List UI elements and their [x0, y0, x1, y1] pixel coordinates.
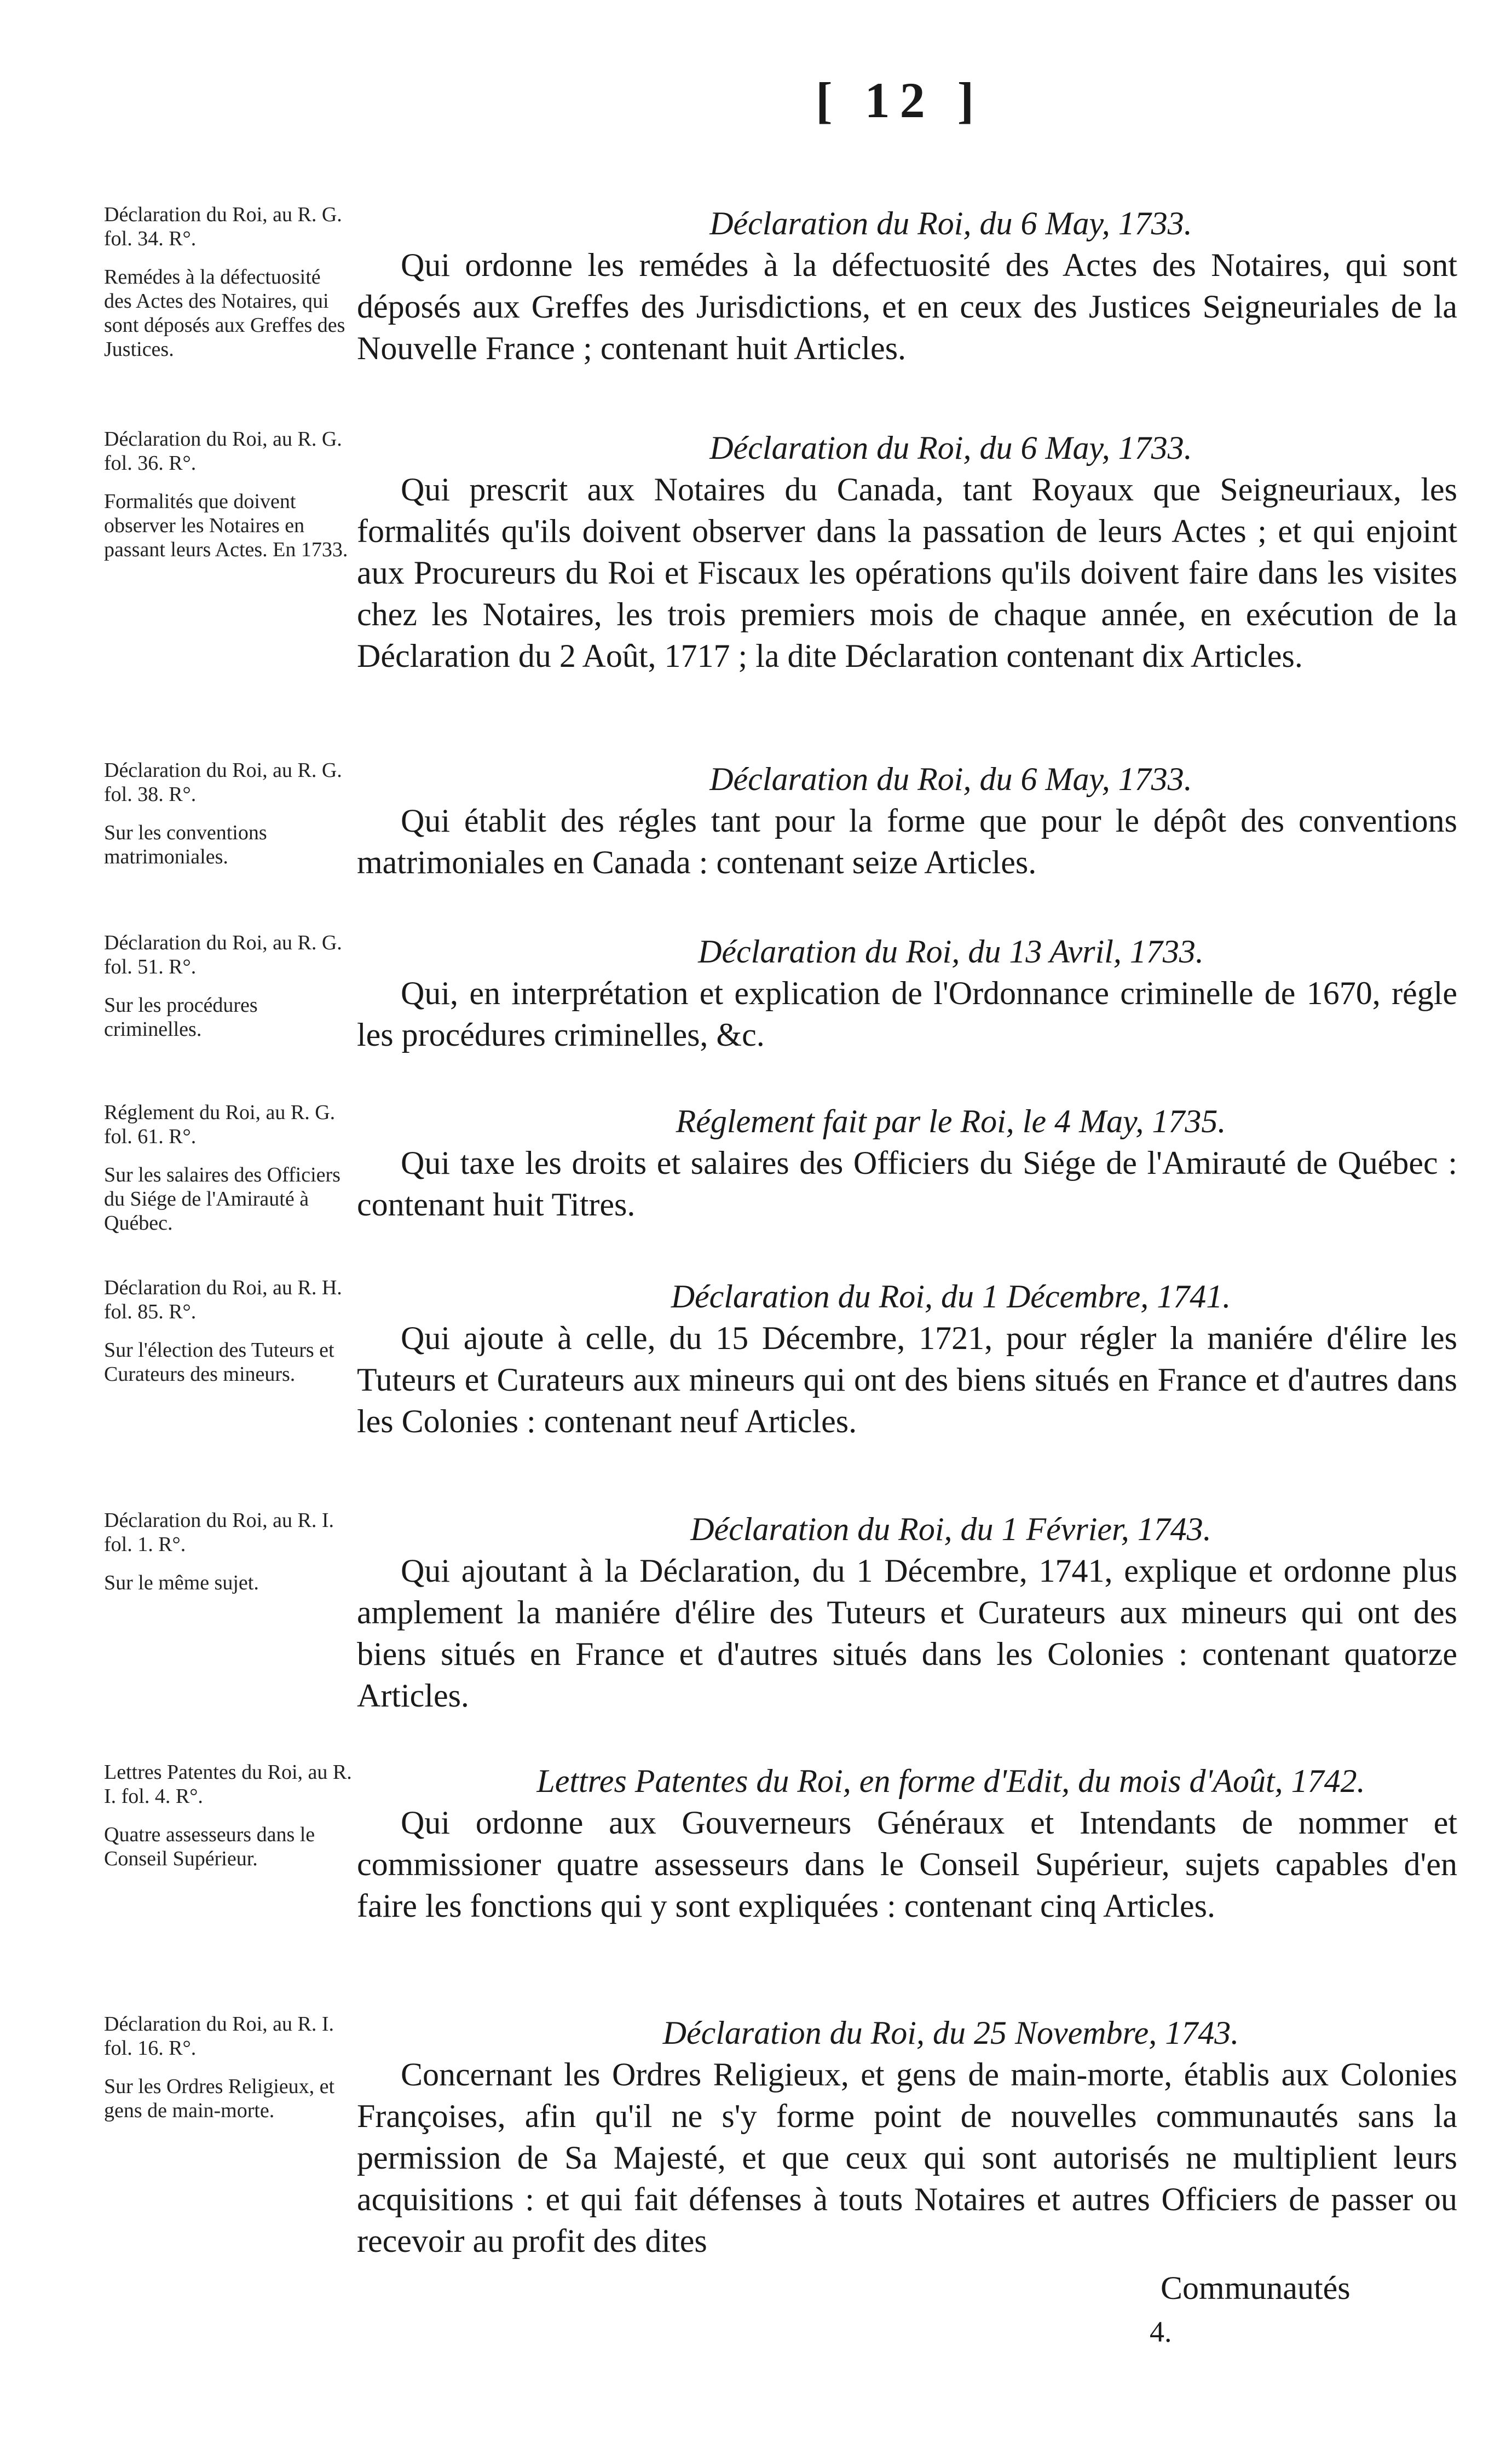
entry-title: Réglement fait par le Roi, le 4 May, 1735.	[676, 1103, 1226, 1139]
margin-note	[104, 1100, 353, 1235]
entry-title: Déclaration du Roi, du 1 Février, 1743.	[690, 1511, 1211, 1547]
margin-note	[104, 931, 353, 1041]
margin-note	[104, 1508, 353, 1595]
margin-subject: Formalités que doivent observer les Notaires en passant leurs Actes. En 1733.	[104, 490, 348, 561]
entry-body	[357, 2012, 1457, 2262]
page-number: [ 12 ]	[816, 72, 984, 128]
entry-title: Lettres Patentes du Roi, en forme d'Edit, du mois d'Août, 1742.	[536, 1763, 1365, 1799]
margin-note	[104, 1760, 353, 1871]
margin-subject: Sur le même sujet.	[104, 1571, 259, 1594]
margin-note	[104, 203, 353, 361]
margin-subject: Sur les procédures criminelles.	[104, 994, 258, 1041]
entry-text: Qui établit des régles tant pour la forme que pour le dépôt des conventions matrimoniales en Canada : contenant seize Articles.	[357, 803, 1457, 880]
entry-body	[357, 1760, 1457, 1927]
margin-reference: Déclaration du Roi, au R. H. fol. 85. R°.	[104, 1276, 342, 1323]
signature-mark: 4.	[1150, 2315, 1172, 2348]
entry-body	[357, 1100, 1457, 1225]
entry-text: Qui ajoutant à la Déclaration, du 1 Décembre, 1741, explique et ordonne plus amplement la maniére d'élire des Tuteurs et Curateurs aux mineurs qui ont des biens situés en France et d'autres situés dans les Colonies : contenant quatorze Articles.	[357, 1553, 1457, 1714]
margin-reference: Déclaration du Roi, au R. G. fol. 36. R°.	[104, 428, 342, 475]
entry-text: Qui prescrit aux Notaires du Canada, tant Royaux que Seigneuriaux, les formalités qu'ils doivent observer dans la passation de leurs Actes ; et qui enjoint aux Procureurs du Roi et Fiscaux les opérations qu'ils doivent faire dans les visites chez les Notaires, les trois premiers mois de chaque année, en exécution de la Déclaration du 2 Août, 1717 ; la dite Déclaration contenant dix Articles.	[357, 471, 1457, 674]
margin-reference: Déclaration du Roi, au R. G. fol. 34. R°.	[104, 203, 342, 250]
margin-subject: Sur les Ordres Religieux, et gens de main-morte.	[104, 2075, 335, 2122]
entry-body	[357, 203, 1457, 369]
margin-subject: Sur les conventions matrimoniales.	[104, 821, 267, 868]
entry-body	[357, 758, 1457, 883]
entry-text: Qui, en interprétation et explication de l'Ordonnance criminelle de 1670, régle les procédures criminelles, &c.	[357, 975, 1457, 1053]
margin-reference: Réglement du Roi, au R. G. fol. 61. R°.	[104, 1101, 336, 1148]
entry-title: Déclaration du Roi, du 6 May, 1733.	[709, 205, 1192, 241]
entry-title: Déclaration du Roi, du 6 May, 1733.	[709, 430, 1192, 466]
margin-reference: Déclaration du Roi, au R. G. fol. 38. R°.	[104, 759, 342, 806]
entry-title: Déclaration du Roi, du 6 May, 1733.	[709, 761, 1192, 797]
entry-body	[357, 931, 1457, 1056]
entry-body	[357, 1276, 1457, 1442]
margin-reference: Déclaration du Roi, au R. I. fol. 1. R°.	[104, 1509, 334, 1556]
margin-reference: Déclaration du Roi, au R. G. fol. 51. R°.	[104, 931, 342, 978]
margin-reference: Lettres Patentes du Roi, au R. I. fol. 4. R°.	[104, 1761, 352, 1808]
entry-body	[357, 427, 1457, 677]
margin-subject: Sur les salaires des Officiers du Siége de l'Amirauté à Québec.	[104, 1163, 341, 1235]
margin-note	[104, 758, 353, 869]
margin-note	[104, 427, 353, 562]
margin-subject: Quatre assesseurs dans le Conseil Supérieur.	[104, 1823, 315, 1870]
entry-text: Qui ajoute à celle, du 15 Décembre, 1721, pour régler la maniére d'élire les Tuteurs et Curateurs aux mineurs qui ont des biens situés en France et d'autres dans les Colonies : contenant neuf Articles.	[357, 1320, 1457, 1439]
entry-title: Déclaration du Roi, du 13 Avril, 1733.	[698, 933, 1204, 970]
entry-text: Qui taxe les droits et salaires des Officiers du Siége de l'Amirauté de Québec : contenant huit Titres.	[357, 1145, 1457, 1223]
entry-text: Concernant les Ordres Religieux, et gens de main-morte, établis aux Colonies Françoises, afin qu'il ne s'y forme point de nouvelles communautés sans la permission de Sa Majesté, et que ceux qui sont autorisés ne multiplient leurs acquisitions : et qui fait défenses à touts Notaires et autres Officiers de passer ou recevoir au profit des dites	[357, 2056, 1457, 2259]
margin-reference: Déclaration du Roi, au R. I. fol. 16. R°.	[104, 2013, 334, 2060]
margin-subject: Remédes à la défectuosité des Actes des Notaires, qui sont déposés aux Greffes des Justices.	[104, 266, 345, 361]
entry-text: Qui ordonne les remédes à la défectuosité des Actes des Notaires, qui sont déposés aux Greffes des Jurisdictions, et en ceux des Justices Seigneuriales de la Nouvelle France ; contenant huit Articles.	[357, 247, 1457, 366]
catchword: Communautés	[1161, 2270, 1351, 2306]
margin-subject: Sur l'élection des Tuteurs et Curateurs des mineurs.	[104, 1339, 334, 1386]
margin-note	[104, 1276, 353, 1386]
entry-title: Déclaration du Roi, du 25 Novembre, 1743.	[662, 2015, 1239, 2051]
entry-title: Déclaration du Roi, du 1 Décembre, 1741.	[671, 1278, 1231, 1315]
margin-note	[104, 2012, 353, 2123]
entry-text: Qui ordonne aux Gouverneurs Généraux et Intendants de nommer et commissioner quatre assesseurs dans le Conseil Supérieur, sujets capables d'en faire les fonctions qui y sont expliquées : contenant cinq Articles.	[357, 1805, 1457, 1924]
entry-body	[357, 1508, 1457, 1716]
